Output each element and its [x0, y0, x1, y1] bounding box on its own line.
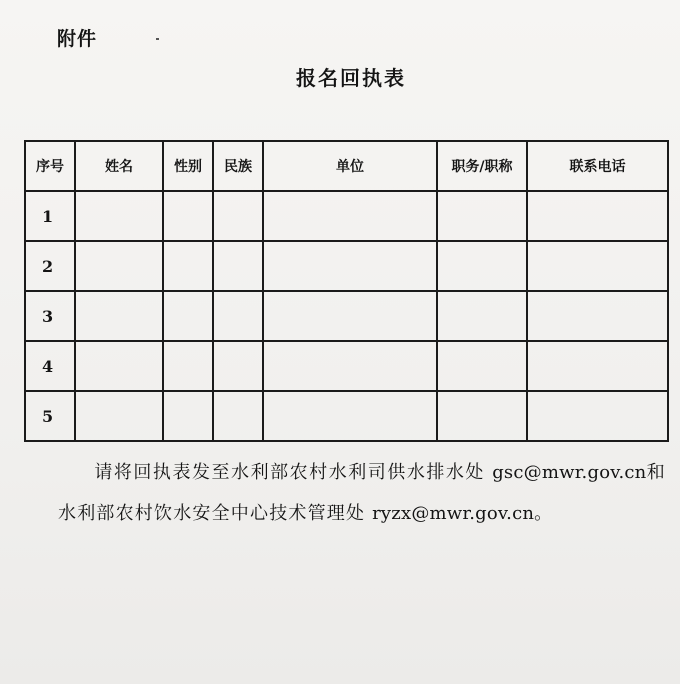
cell-ethnicity: [213, 391, 263, 441]
table-row: [25, 391, 668, 441]
page-title: 报名回执表: [296, 66, 406, 90]
cell-gender: [163, 291, 213, 341]
cell-position: [437, 291, 527, 341]
cell-phone: [527, 391, 668, 441]
header-gender: 性别: [163, 141, 213, 191]
cell-name: [75, 391, 163, 441]
cell-phone: [527, 241, 668, 291]
cell-gender: [163, 191, 213, 241]
cell-gender: [163, 241, 213, 291]
header-ethnicity: 民族: [213, 141, 263, 191]
table-row: [25, 241, 668, 291]
notice-text-part3: 。: [534, 503, 554, 524]
header-name: 姓名: [75, 141, 163, 191]
cell-phone: [527, 341, 668, 391]
cell-ethnicity: [213, 191, 263, 241]
row-number: 3: [25, 291, 75, 341]
cell-organization: [263, 341, 437, 391]
header-organization: 单位: [263, 141, 437, 191]
cell-name: [75, 291, 163, 341]
cell-position: [437, 341, 527, 391]
cell-position: [437, 391, 527, 441]
table-row: [25, 291, 668, 341]
table-row: [25, 191, 668, 241]
cell-phone: [527, 191, 668, 241]
cell-gender: [163, 341, 213, 391]
cell-position: [437, 191, 527, 241]
cell-position: [437, 241, 527, 291]
cell-ethnicity: [213, 291, 263, 341]
table-header-row: [25, 141, 668, 191]
notice-text-part2: 和水利部农村饮水安全中心技术管理处: [58, 462, 666, 524]
header-phone: 联系电话: [527, 141, 668, 191]
cell-phone: [527, 291, 668, 341]
attachment-label: 附件: [57, 28, 98, 50]
row-number: 5: [25, 391, 75, 441]
cell-organization: [263, 391, 437, 441]
cell-gender: [163, 391, 213, 441]
registration-table: [24, 140, 669, 442]
submission-notice: [58, 452, 666, 534]
cell-ethnicity: [213, 241, 263, 291]
ink-mark: [156, 38, 159, 40]
email-gsc-link[interactable]: gsc@mwr.gov.cn: [492, 462, 647, 483]
cell-organization: [263, 191, 437, 241]
table-row: [25, 341, 668, 391]
cell-organization: [263, 241, 437, 291]
header-serial: 序号: [25, 141, 75, 191]
cell-ethnicity: [213, 341, 263, 391]
row-number: 2: [25, 241, 75, 291]
cell-name: [75, 191, 163, 241]
cell-name: [75, 341, 163, 391]
email-ryzx-link[interactable]: ryzx@mwr.gov.cn: [372, 503, 535, 524]
row-number: 4: [25, 341, 75, 391]
row-number: 1: [25, 191, 75, 241]
cell-organization: [263, 291, 437, 341]
cell-name: [75, 241, 163, 291]
notice-text-part1: 请将回执表发至水利部农村水利司供水排水处: [94, 462, 493, 483]
header-position: 职务/职称: [437, 141, 527, 191]
